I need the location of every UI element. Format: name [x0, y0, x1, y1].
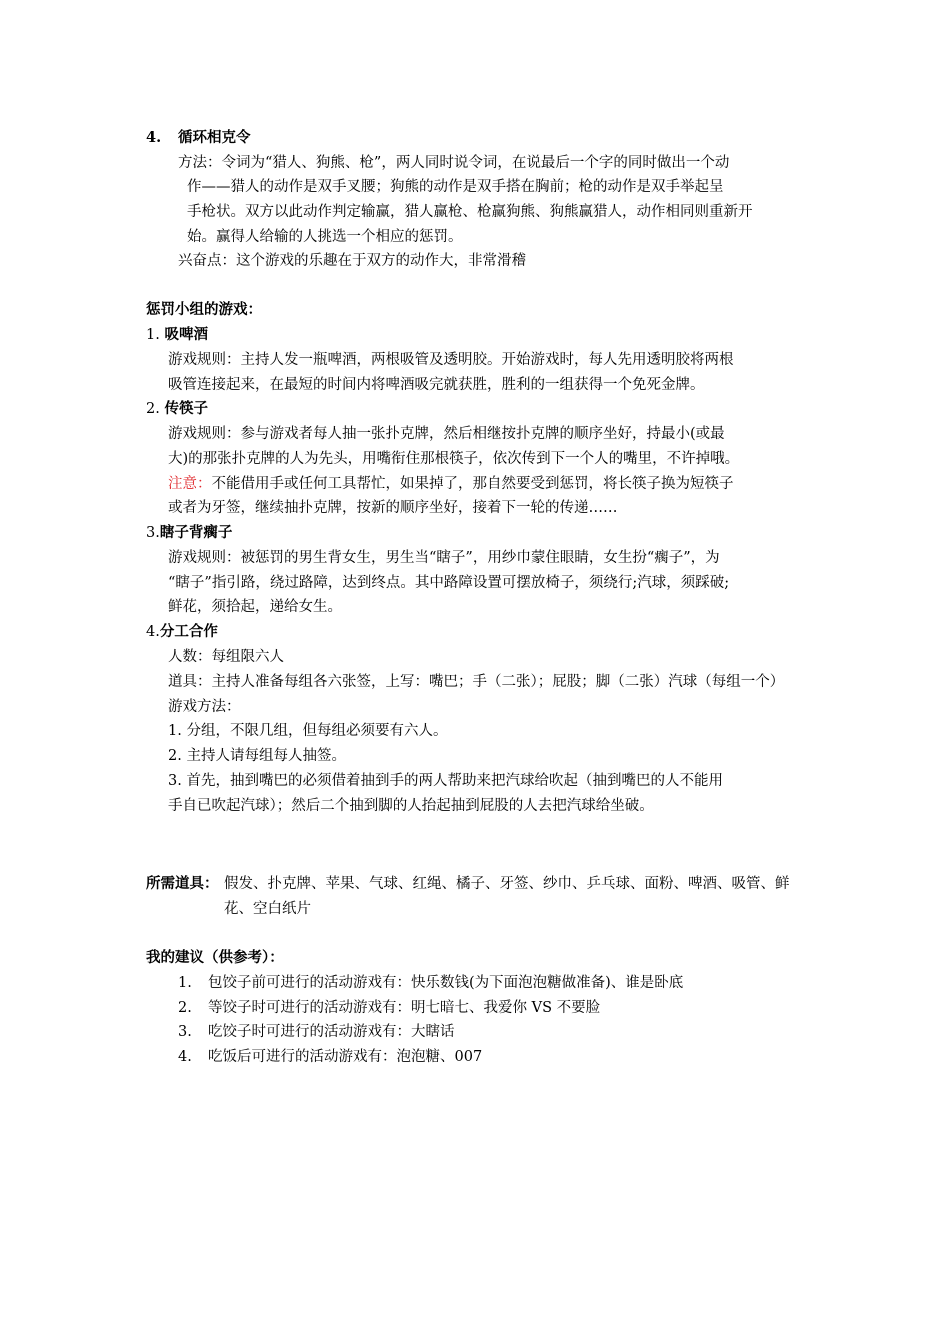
game-3-line-1: 游戏规则：被惩罚的男生背女生，男生当“瞎子”，用纱巾蒙住眼睛，女生扮“瘸子”，为 [168, 550, 720, 566]
game-number: 1. [146, 327, 160, 343]
game-1-heading [146, 325, 208, 345]
game-1-line-1: 游戏规则：主持人发一瓶啤酒，两根吸管及透明胶。开始游戏时，每人先用透明胶将两根 [168, 352, 734, 368]
note-text: 不能借用手或任何工具帮忙，如果掉了，那自然要受到惩罚，将长筷子换为短筷子 [211, 476, 734, 492]
props-line-2: 花、空白纸片 [224, 901, 311, 917]
game-2-note-line-1 [168, 474, 734, 494]
game-4-line-6: 3. 首先，抽到嘴巴的必须借着抽到手的两人帮助来把汽球给吹起（抽到嘴巴的人不能用 [168, 773, 723, 789]
note-label: 注意： [168, 476, 212, 492]
game-3-line-2: “瞎子”指引路，绕过路障，达到终点。其中路障设置可摆放椅子，须绕行;汽球，须踩破; [168, 575, 730, 591]
method-line-1: 方法：令词为“猎人、狗熊、枪”，两人同时说令词，在说最后一个字的同时做出一个动 [178, 155, 730, 171]
game-3-line-3: 鲜花，须拾起，递给女生。 [168, 599, 342, 615]
game-2-line-2: 大)的那张扑克牌的人为先头，用嘴衔住那根筷子，依次传到下一个人的嘴里，不许掉哦。 [168, 451, 740, 467]
highlight-line: 兴奋点：这个游戏的乐趣在于双方的动作大，非常滑稽 [178, 253, 526, 269]
penalty-heading: 惩罚小组的游戏： [146, 301, 262, 318]
method-line-3: 手枪状。双方以此动作判定输赢，猎人赢枪、枪赢狗熊、狗熊赢猎人，动作相同则重新开 [187, 204, 753, 220]
suggestion-2-number: 2. [178, 1000, 192, 1016]
section-4-number: 4. [146, 129, 162, 146]
game-4-line-4: 1. 分组，不限几组，但每组必须要有六人。 [168, 723, 448, 739]
game-2-heading [146, 399, 208, 419]
method-line-4: 始。赢得人给输的人挑选一个相应的惩罚。 [187, 229, 463, 245]
game-title: 吸啤酒 [164, 326, 208, 343]
game-title: 分工合作 [159, 623, 218, 640]
suggestions-heading: 我的建议（供参考）： [146, 949, 284, 966]
game-4-line-2: 道具：主持人准备每组各六张签，上写：嘴巴；手（二张）；屁股；脚（二张）汽球（每组一个） [168, 674, 785, 690]
suggestion-4-text: 吃饭后可进行的活动游戏有：泡泡糖、007 [208, 1049, 483, 1065]
game-4-line-5: 2. 主持人请每组每人抽签。 [168, 748, 346, 764]
game-2-line-1: 游戏规则：参与游戏者每人抽一张扑克牌，然后相继按扑克牌的顺序坐好，持最小(或最 [168, 426, 725, 442]
suggestion-1-number: 1. [178, 975, 192, 991]
suggestion-2-text: 等饺子时可进行的活动游戏有：明七暗七、我爱你 VS 不要脸 [208, 1000, 601, 1016]
suggestion-4-number: 4. [178, 1049, 192, 1065]
game-4-line-1: 人数：每组限六人 [168, 649, 284, 665]
section-4-title: 循环相克令 [178, 129, 251, 146]
game-4-line-7: 手自已吹起汽球）；然后二个抽到脚的人抬起抽到屁股的人去把汽球给坐破。 [168, 798, 654, 814]
game-title: 瞎子背瘸子 [159, 524, 233, 541]
method-line-2: 作——猎人的动作是双手叉腰；狗熊的动作是双手搭在胸前；枪的动作是双手举起呈 [187, 179, 724, 195]
game-4-line-3: 游戏方法： [168, 699, 241, 715]
game-2-note-line-2: 或者为牙签，继续抽扑克牌，按新的顺序坐好，接着下一轮的传递…… [168, 500, 618, 516]
suggestion-3-number: 3. [178, 1024, 192, 1040]
game-number: 2. [146, 401, 160, 417]
game-3-heading [146, 523, 232, 543]
game-title: 传筷子 [164, 400, 208, 417]
props-line-1: 假发、扑克牌、苹果、气球、红绳、橘子、牙签、纱巾、乒乓球、面粉、啤酒、吸管、鲜 [224, 876, 790, 892]
game-4-heading [146, 622, 218, 642]
game-number: 4. [146, 624, 160, 640]
suggestion-1-text: 包饺子前可进行的活动游戏有：快乐数钱(为下面泡泡糖做准备)、谁是卧底 [208, 975, 684, 991]
game-number: 3. [146, 525, 160, 541]
game-1-line-2: 吸管连接起来，在最短的时间内将啤酒吸完就获胜，胜利的一组获得一个免死金牌。 [168, 377, 705, 393]
props-label: 所需道具： [146, 875, 219, 892]
suggestion-3-text: 吃饺子时可进行的活动游戏有：大瞎话 [208, 1024, 455, 1040]
